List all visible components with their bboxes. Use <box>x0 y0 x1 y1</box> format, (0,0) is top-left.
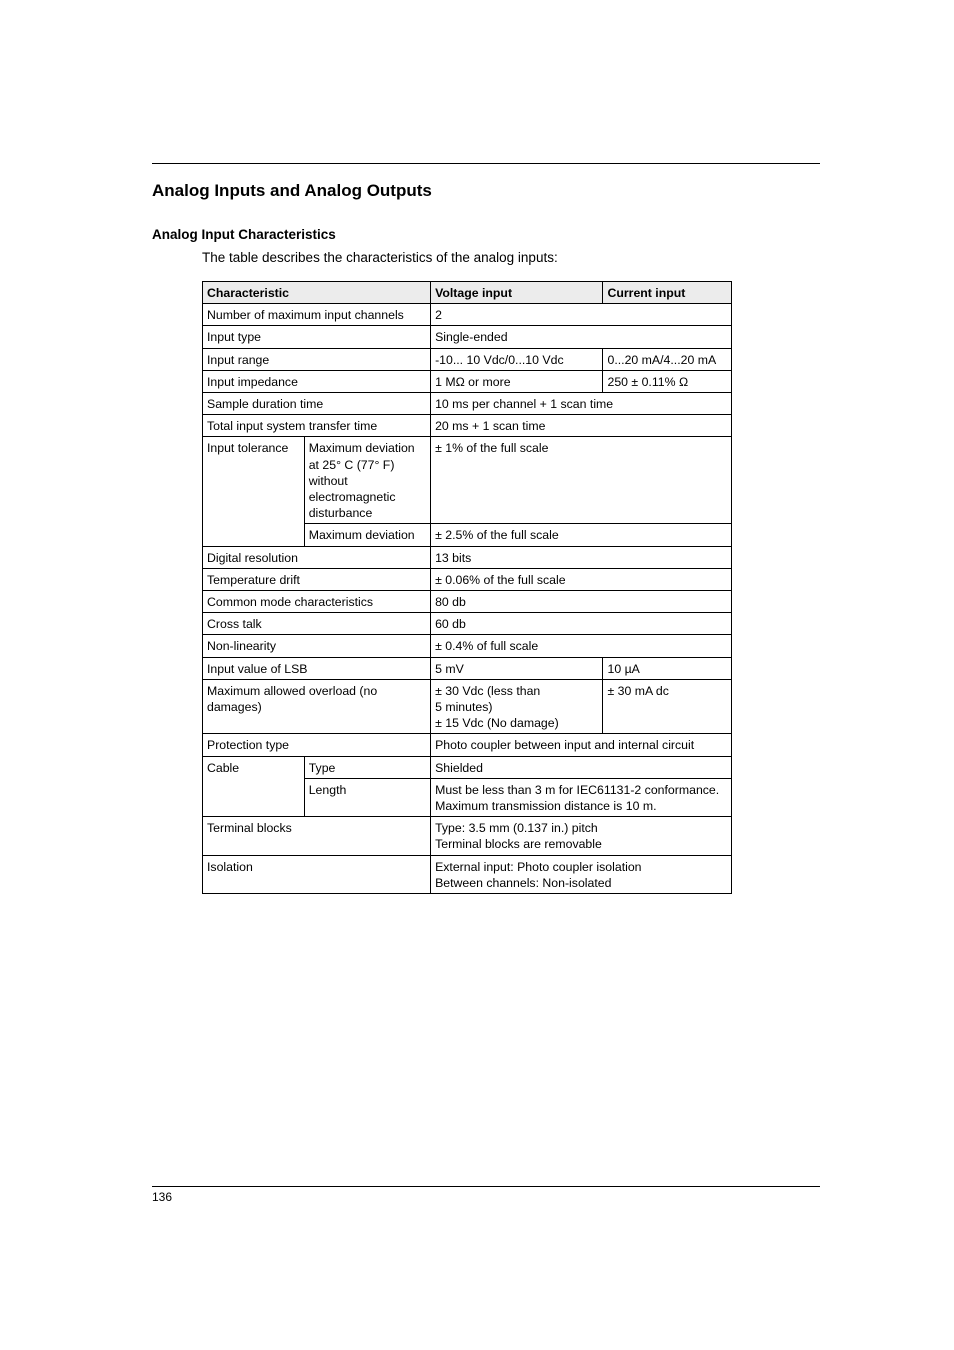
row-label: Terminal blocks <box>203 817 431 855</box>
row-value: ± 1% of the full scale <box>431 437 732 524</box>
row-value: Photo coupler between input and internal circuit <box>431 734 732 756</box>
row-value: 10 ms per channel + 1 scan time <box>431 393 732 415</box>
row-label: Input tolerance <box>203 437 305 546</box>
table-row <box>203 546 732 568</box>
table-row <box>203 756 732 778</box>
row-value: ± 2.5% of the full scale <box>431 524 732 546</box>
row-value: ± 0.06% of the full scale <box>431 568 732 590</box>
header-characteristic: Characteristic <box>203 282 431 304</box>
intro-text: The table describes the characteristics of the analog inputs: <box>202 250 558 265</box>
row-value: 13 bits <box>431 546 732 568</box>
section-heading: Analog Input Characteristics <box>152 227 336 242</box>
analog-input-table <box>202 281 732 894</box>
row-label: Sample duration time <box>203 393 431 415</box>
footer-rule <box>152 1186 820 1187</box>
row-label: Input impedance <box>203 370 431 392</box>
voltage-value: -10... 10 Vdc/0...10 Vdc <box>431 348 603 370</box>
table-header-row <box>203 282 732 304</box>
header-rule <box>152 163 820 164</box>
table-row <box>203 393 732 415</box>
row-label: Total input system transfer time <box>203 415 431 437</box>
table-row <box>203 437 732 524</box>
table-row <box>203 370 732 392</box>
current-value: 250 ± 0.11% Ω <box>603 370 732 392</box>
table-row <box>203 326 732 348</box>
row-label: Input type <box>203 326 431 348</box>
header-voltage-input: Voltage input <box>431 282 603 304</box>
row-label: Input range <box>203 348 431 370</box>
row-value: Single-ended <box>431 326 732 348</box>
row-value: Type: 3.5 mm (0.137 in.) pitch Terminal blocks are removable <box>431 817 732 855</box>
voltage-value: ± 30 Vdc (less than 5 minutes) ± 15 Vdc (No damage) <box>431 679 603 734</box>
row-value: External input: Photo coupler isolation Between channels: Non-isolated <box>431 855 732 893</box>
table-row <box>203 348 732 370</box>
row-value: 20 ms + 1 scan time <box>431 415 732 437</box>
row-label: Number of maximum input channels <box>203 304 431 326</box>
sub-label: Maximum deviation at 25° C (77° F) without electromagnetic disturbance <box>304 437 430 524</box>
table-row <box>203 304 732 326</box>
table-row <box>203 817 732 855</box>
row-value: Shielded <box>431 756 732 778</box>
table-row <box>203 657 732 679</box>
current-value: 0...20 mA/4...20 mA <box>603 348 732 370</box>
sub-label: Type <box>304 756 430 778</box>
header-current-input: Current input <box>603 282 732 304</box>
row-label: Input value of LSB <box>203 657 431 679</box>
row-value: 60 db <box>431 613 732 635</box>
row-value: ± 0.4% of full scale <box>431 635 732 657</box>
table-row <box>203 635 732 657</box>
row-label: Cross talk <box>203 613 431 635</box>
table-row <box>203 679 732 734</box>
row-label: Maximum allowed overload (no damages) <box>203 679 431 734</box>
row-value: Must be less than 3 m for IEC61131-2 conformance. Maximum transmission distance is 10 m. <box>431 778 732 816</box>
row-label: Non-linearity <box>203 635 431 657</box>
table-row <box>203 415 732 437</box>
row-label: Common mode characteristics <box>203 591 431 613</box>
sub-label: Length <box>304 778 430 816</box>
page-heading: Analog Inputs and Analog Outputs <box>152 181 432 200</box>
row-value: 80 db <box>431 591 732 613</box>
voltage-value: 1 MΩ or more <box>431 370 603 392</box>
row-label: Isolation <box>203 855 431 893</box>
row-label: Temperature drift <box>203 568 431 590</box>
current-value: 10 µA <box>603 657 732 679</box>
row-label: Digital resolution <box>203 546 431 568</box>
row-label: Protection type <box>203 734 431 756</box>
current-value: ± 30 mA dc <box>603 679 732 734</box>
table-row <box>203 591 732 613</box>
page-number: 136 <box>152 1190 173 1204</box>
sub-label: Maximum deviation <box>304 524 430 546</box>
row-label: Cable <box>203 756 305 817</box>
table-row <box>203 568 732 590</box>
row-value: 2 <box>431 304 732 326</box>
voltage-value: 5 mV <box>431 657 603 679</box>
table-row <box>203 734 732 756</box>
table-row <box>203 613 732 635</box>
table-row <box>203 855 732 893</box>
